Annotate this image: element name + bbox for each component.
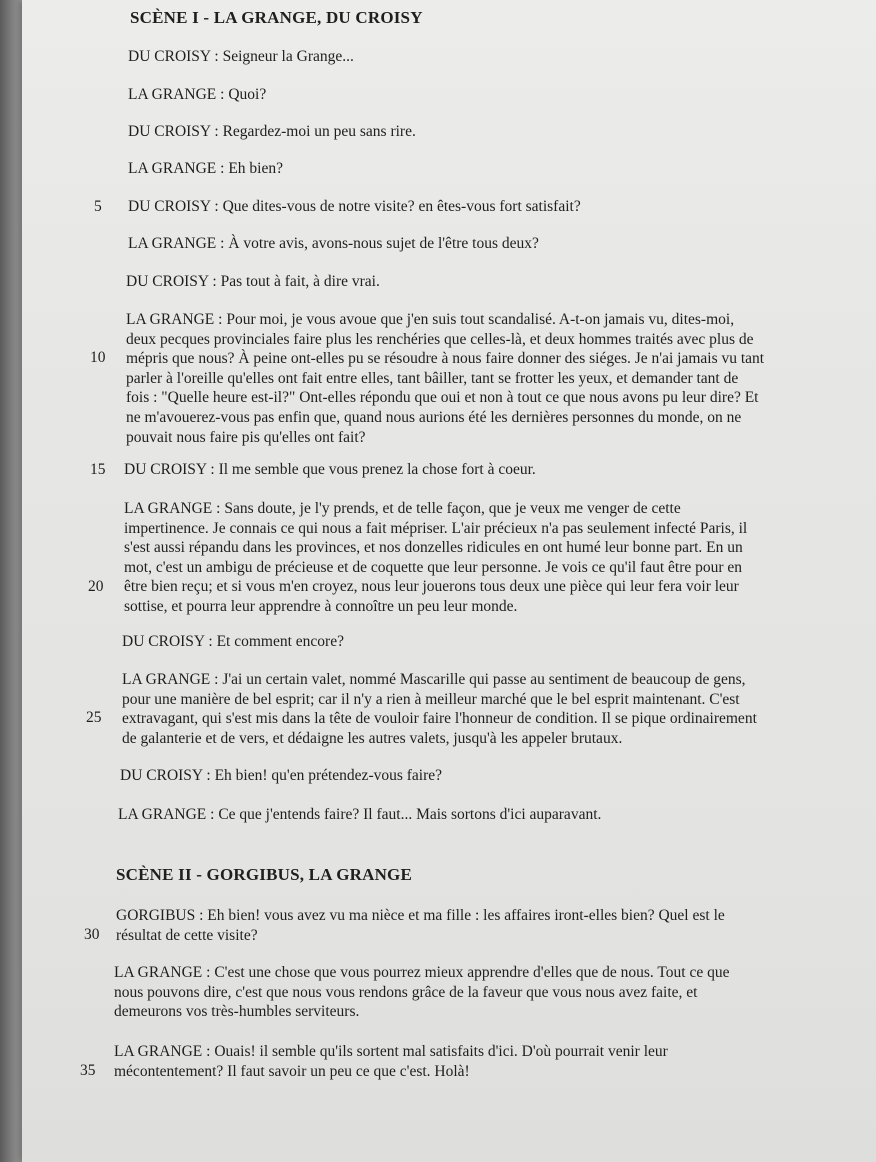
text-line: pouvait nous faire pis qu'elles ont fait? bbox=[126, 428, 366, 446]
line-number: 20 bbox=[88, 578, 104, 595]
text-line: LA GRANGE : Sans doute, je l'y prends, et de telle façon, que je veux me venger de cette bbox=[124, 500, 681, 517]
text-line: LA GRANGE : Ouais! il semble qu'ils sortent mal satisfaits d'ici. D'où pourrait venir leur bbox=[114, 1043, 668, 1060]
text-line: fois : "Quelle heure est-il?" Ont-elles répondu que oui et non à tout ce que nous avons pu leur dire? Et bbox=[126, 389, 759, 407]
line-number: 10 bbox=[90, 349, 106, 366]
dialogue-paragraph bbox=[114, 963, 729, 1022]
text-line: extravagant, qui s'est mis dans la tête de vouloir faire l'honneur de condition. Il se pique ordinairement bbox=[122, 710, 757, 728]
line-number: 25 bbox=[86, 709, 102, 726]
dialogue-paragraph bbox=[126, 310, 764, 447]
dialogue-line: LA GRANGE : Eh bien? bbox=[128, 160, 283, 177]
text-line: LA GRANGE : J'ai un certain valet, nommé Mascarille qui passe au sentiment de beaucoup de gens, bbox=[122, 671, 746, 688]
text-line: impertinence. Je connais ce qui nous a fait mépriser. L'air précieux n'a pas seulement infecté Paris, il bbox=[124, 519, 748, 537]
text-line: GORGIBUS : Eh bien! vous avez vu ma nièce et ma fille : les affaires iront-elles bien? Quel est le bbox=[116, 907, 725, 924]
text-line: de galanterie et de vers, et dédaigne les autres valets, jusqu'à les appeler brutaux. bbox=[122, 729, 623, 747]
dialogue-line: LA GRANGE : Ce que j'entends faire? Il faut... Mais sortons d'ici auparavant. bbox=[118, 806, 602, 823]
text-line: nous pouvons dire, c'est que nous vous rendons grâce de la faveur que vous nous avez faite, et bbox=[114, 983, 698, 1001]
dialogue-line: DU CROISY : Eh bien! qu'en prétendez-vous faire? bbox=[120, 767, 443, 784]
dialogue-paragraph bbox=[114, 1042, 668, 1081]
text-line: mépris que nous? À peine ont-elles pu se résoudre à nous faire donner des siéges. Je n'ai jamais vu tant bbox=[126, 350, 765, 368]
text-line: mot, c'est un ambigu de précieuse et de coquette que leur personne. Je vois ce qu'il faut être pour en bbox=[124, 558, 743, 576]
text-line: demeurons vos très-humbles serviteurs. bbox=[114, 1003, 360, 1021]
line-number: 35 bbox=[80, 1062, 96, 1079]
line-number: 5 bbox=[94, 198, 102, 215]
text-line: sottise, et pourra leur apprendre à connoître un peu leur monde. bbox=[124, 597, 518, 615]
scene-1-title: SCÈNE I - LA GRANGE, DU CROISY bbox=[130, 8, 423, 27]
dialogue-line: DU CROISY : Pas tout à fait, à dire vrai. bbox=[126, 273, 380, 290]
dialogue-paragraph bbox=[116, 906, 725, 945]
text-line: pour une manière de bel esprit; car il n'y a rien à meilleur marché que le bel esprit maintenant. C'est bbox=[122, 690, 740, 708]
text-line: LA GRANGE : C'est une chose que vous pourrez mieux apprendre d'elles que de nous. Tout ce que bbox=[114, 964, 730, 981]
text-line: ne m'avouerez-vous pas enfin que, quand nous aurions été les dernières personnes du monde, on ne bbox=[126, 408, 742, 426]
text-line: résultat de cette visite? bbox=[116, 926, 258, 944]
dialogue-paragraph bbox=[124, 499, 747, 617]
dialogue-paragraph bbox=[122, 670, 757, 748]
dialogue-line: DU CROISY : Regardez-moi un peu sans rire. bbox=[128, 123, 416, 140]
text-line: deux pecques provinciales faire plus les renchéries que celles-là, et deux hommes traités avec plus de bbox=[126, 330, 754, 348]
text-line: s'est aussi répandu dans les provinces, et nos donzelles ridicules en ont humé leur bonne part. En un bbox=[124, 539, 743, 557]
dialogue-line: DU CROISY : Seigneur la Grange... bbox=[128, 48, 354, 65]
dialogue-line: LA GRANGE : À votre avis, avons-nous sujet de l'être tous deux? bbox=[128, 235, 539, 252]
document-page bbox=[22, 0, 876, 1162]
dialogue-line: LA GRANGE : Quoi? bbox=[128, 86, 267, 103]
scene-2-title: SCÈNE II - GORGIBUS, LA GRANGE bbox=[116, 865, 413, 884]
text-line: mécontentement? Il faut savoir un peu ce que c'est. Holà! bbox=[114, 1062, 470, 1080]
dialogue-line: DU CROISY : Que dites-vous de notre visite? en êtes-vous fort satisfait? bbox=[128, 198, 581, 215]
text-line: parler à l'oreille qu'elles ont fait entre elles, tant bâiller, tant se frotter les yeux, et demander tant de bbox=[126, 369, 739, 387]
dialogue-line: DU CROISY : Il me semble que vous prenez la chose fort à coeur. bbox=[124, 461, 536, 478]
line-number: 30 bbox=[84, 926, 100, 943]
line-number: 15 bbox=[90, 461, 106, 478]
text-line: être bien reçu; et si vous m'en croyez, nous leur jouerons tous deux une pièce qui leur fera voir leur bbox=[124, 578, 739, 596]
dialogue-line: DU CROISY : Et comment encore? bbox=[122, 633, 344, 650]
text-line: LA GRANGE : Pour moi, je vous avoue que j'en suis tout scandalisé. A-t-on jamais vu, dites-moi, bbox=[126, 311, 735, 328]
page-edge-shadow bbox=[0, 0, 22, 1162]
